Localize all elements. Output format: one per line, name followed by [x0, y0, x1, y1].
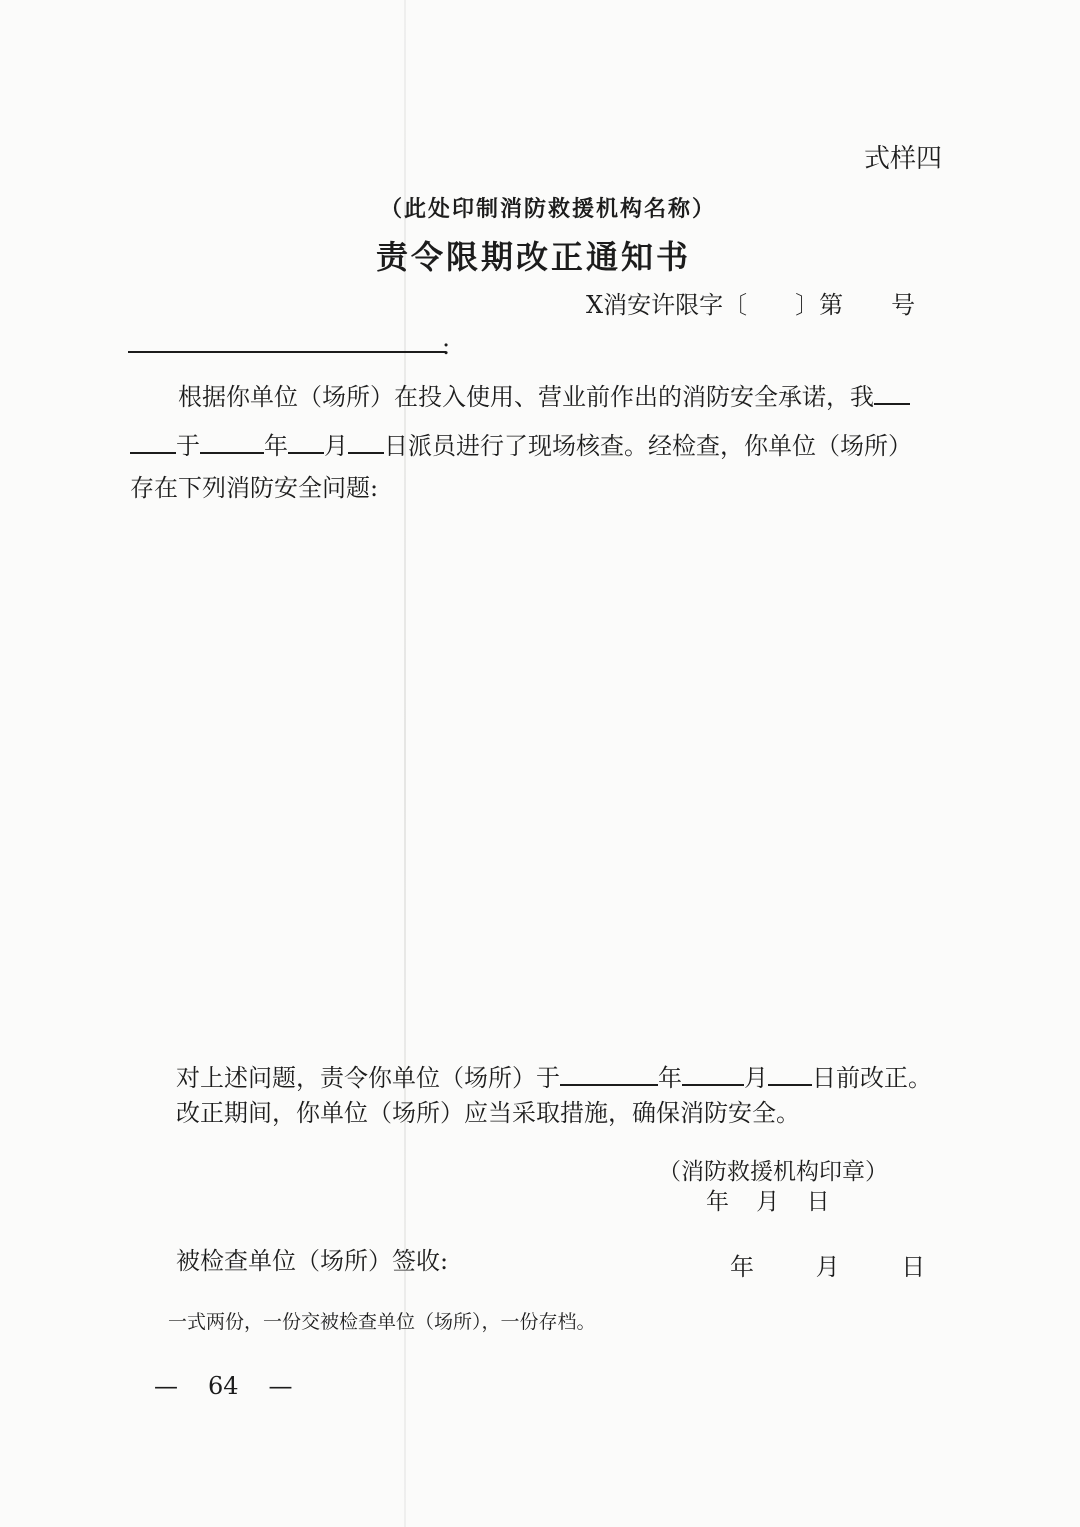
blank-year [200, 427, 264, 454]
blank-deadline-year [560, 1059, 658, 1086]
blank-day [348, 427, 384, 454]
document-number: X消安许限字〔 〕第 号 [586, 291, 916, 319]
para2-line1: 对上述问题，责令你单位（场所）于 年 月 日前改正。 [176, 1058, 932, 1093]
addressee-blank [128, 351, 446, 353]
org-name-placeholder: （此处印制消防救援机构名称） [380, 196, 717, 222]
para2-line2: 改正期间，你单位（场所）应当采取措施，确保消防安全。 [176, 1099, 800, 1127]
para1-line3: 存在下列消防安全问题: [130, 474, 379, 502]
blank-deadline-month [682, 1059, 744, 1086]
para1-line1: 根据你单位（场所）在投入使用、营业前作出的消防安全承诺，我 [178, 377, 910, 412]
sign-date: 年 月 日 [730, 1253, 926, 1281]
form-label: 式样四 [864, 144, 943, 174]
copies-note: 一式两份，一份交被检查单位（场所），一份存档。 [168, 1311, 596, 1333]
seal-date: 年 月 日 [706, 1189, 830, 1215]
sign-label: 被检查单位（场所）签收: [176, 1247, 449, 1275]
blank-agency [874, 378, 910, 405]
blank-agency-cont [130, 427, 176, 454]
page-number: — 64 — [154, 1372, 293, 1400]
scan-fold-line [404, 0, 406, 1527]
blank-month [288, 427, 324, 454]
addressee-colon: : [442, 332, 451, 360]
document-title: 责令限期改正通知书 [376, 238, 692, 276]
seal-label: （消防救援机构印章） [658, 1159, 888, 1185]
blank-deadline-day [768, 1059, 812, 1086]
para1-line2: 于 年 月 日派员进行了现场核查。经检查，你单位（场所） [130, 426, 912, 461]
